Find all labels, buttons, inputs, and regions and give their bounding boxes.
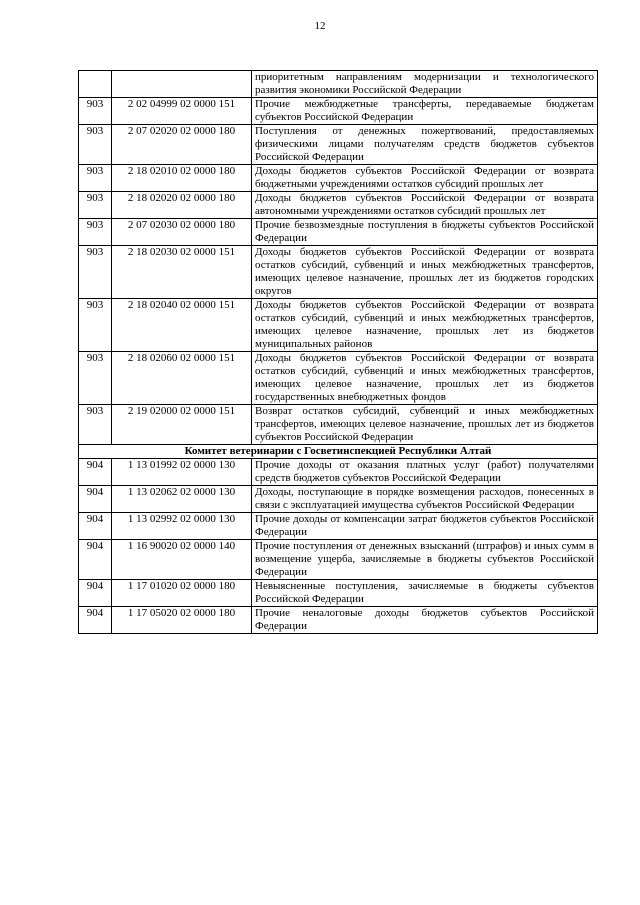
budget-code-cell: 2 19 02000 02 0000 151 bbox=[112, 405, 252, 445]
description-cell: Доходы бюджетов субъектов Российской Федерации от возврата бюджетными учреждениями остатков субсидий прошлых лет bbox=[252, 165, 598, 192]
admin-code-cell: 903 bbox=[79, 405, 112, 445]
description-cell: Доходы бюджетов субъектов Российской Федерации от возврата остатков субсидий, субвенций и иных межбюджетных трансфертов, имеющих целевое назначение, прошлых лет из бюджетов городских округов bbox=[252, 246, 598, 299]
table-row bbox=[79, 513, 598, 540]
admin-code-cell: 904 bbox=[79, 459, 112, 486]
budget-code-cell: 2 18 02030 02 0000 151 bbox=[112, 246, 252, 299]
budget-code-cell: 1 16 90020 02 0000 140 bbox=[112, 540, 252, 580]
admin-code-cell: 904 bbox=[79, 513, 112, 540]
table-row bbox=[79, 486, 598, 513]
admin-code-cell bbox=[79, 71, 112, 98]
description-cell: Поступления от денежных пожертвований, предоставляемых физическими лицами получателям средств бюджетов субъектов Российской Федерации bbox=[252, 125, 598, 165]
budget-code-cell: 1 13 02062 02 0000 130 bbox=[112, 486, 252, 513]
table-row bbox=[79, 98, 598, 125]
table-row bbox=[79, 580, 598, 607]
budget-code-cell bbox=[112, 71, 252, 98]
description-cell: Прочие доходы от оказания платных услуг (работ) получателями средств бюджетов субъектов Российской Федерации bbox=[252, 459, 598, 486]
budget-code-cell: 2 18 02040 02 0000 151 bbox=[112, 299, 252, 352]
table-row bbox=[79, 459, 598, 486]
budget-code-cell: 1 13 02992 02 0000 130 bbox=[112, 513, 252, 540]
description-cell: Прочие неналоговые доходы бюджетов субъектов Российской Федерации bbox=[252, 607, 598, 634]
description-cell: Возврат остатков субсидий, субвенций и иных межбюджетных трансфертов, имеющих целевое назначение, прошлых лет из бюджетов субъектов Российской Федерации bbox=[252, 405, 598, 445]
table-row bbox=[79, 192, 598, 219]
admin-code-cell: 903 bbox=[79, 246, 112, 299]
description-cell: Прочие межбюджетные трансферты, передаваемые бюджетам субъектов Российской Федерации bbox=[252, 98, 598, 125]
budget-code-cell: 2 02 04999 02 0000 151 bbox=[112, 98, 252, 125]
budget-code-cell: 1 17 01020 02 0000 180 bbox=[112, 580, 252, 607]
admin-code-cell: 904 bbox=[79, 580, 112, 607]
admin-code-cell: 903 bbox=[79, 98, 112, 125]
table-row bbox=[79, 71, 598, 98]
description-cell: Доходы бюджетов субъектов Российской Федерации от возврата автономными учреждениями остатков субсидий прошлых лет bbox=[252, 192, 598, 219]
admin-code-cell: 903 bbox=[79, 192, 112, 219]
budget-code-cell: 2 18 02020 02 0000 180 bbox=[112, 192, 252, 219]
table-row bbox=[79, 299, 598, 352]
description-cell: Прочие поступления от денежных взысканий (штрафов) и иных сумм в возмещение ущерба, зачисляемые в бюджеты субъектов Российской Федерации bbox=[252, 540, 598, 580]
table-row bbox=[79, 165, 598, 192]
table-row bbox=[79, 405, 598, 445]
table-row bbox=[79, 219, 598, 246]
admin-code-cell: 903 bbox=[79, 299, 112, 352]
description-cell: Прочие доходы от компенсации затрат бюджетов субъектов Российской Федерации bbox=[252, 513, 598, 540]
budget-code-cell: 2 18 02060 02 0000 151 bbox=[112, 352, 252, 405]
description-cell: приоритетным направлениям модернизации и технологического развития экономики Российской Федерации bbox=[252, 71, 598, 98]
admin-code-cell: 903 bbox=[79, 165, 112, 192]
description-cell: Прочие безвозмездные поступления в бюджеты субъектов Российской Федерации bbox=[252, 219, 598, 246]
revenue-codes-table bbox=[78, 70, 598, 634]
budget-code-cell: 1 13 01992 02 0000 130 bbox=[112, 459, 252, 486]
table-row bbox=[79, 540, 598, 580]
description-cell: Доходы, поступающие в порядке возмещения расходов, понесенных в связи с эксплуатацией имущества субъектов Российской Федерации bbox=[252, 486, 598, 513]
admin-code-cell: 904 bbox=[79, 486, 112, 513]
table-row bbox=[79, 125, 598, 165]
admin-code-cell: 903 bbox=[79, 352, 112, 405]
section-title: Комитет ветеринарии с Госветинспекцией Республики Алтай bbox=[79, 445, 598, 459]
section-header-row bbox=[79, 445, 598, 459]
admin-code-cell: 904 bbox=[79, 540, 112, 580]
table-row bbox=[79, 246, 598, 299]
budget-code-cell: 2 18 02010 02 0000 180 bbox=[112, 165, 252, 192]
description-cell: Доходы бюджетов субъектов Российской Федерации от возврата остатков субсидий, субвенций и иных межбюджетных трансфертов, имеющих целевое назначение, прошлых лет из бюджетов муниципальных районов bbox=[252, 299, 598, 352]
budget-code-cell: 2 07 02030 02 0000 180 bbox=[112, 219, 252, 246]
admin-code-cell: 903 bbox=[79, 219, 112, 246]
budget-code-cell: 1 17 05020 02 0000 180 bbox=[112, 607, 252, 634]
budget-code-cell: 2 07 02020 02 0000 180 bbox=[112, 125, 252, 165]
description-cell: Доходы бюджетов субъектов Российской Федерации от возврата остатков субсидий, субвенций и иных межбюджетных трансфертов, имеющих целевое назначение, прошлых лет из бюджетов государственных внебюджетных фондов bbox=[252, 352, 598, 405]
description-cell: Невыясненные поступления, зачисляемые в бюджеты субъектов Российской Федерации bbox=[252, 580, 598, 607]
table-row bbox=[79, 607, 598, 634]
table-row bbox=[79, 352, 598, 405]
admin-code-cell: 903 bbox=[79, 125, 112, 165]
admin-code-cell: 904 bbox=[79, 607, 112, 634]
page-number: 12 bbox=[314, 20, 326, 32]
